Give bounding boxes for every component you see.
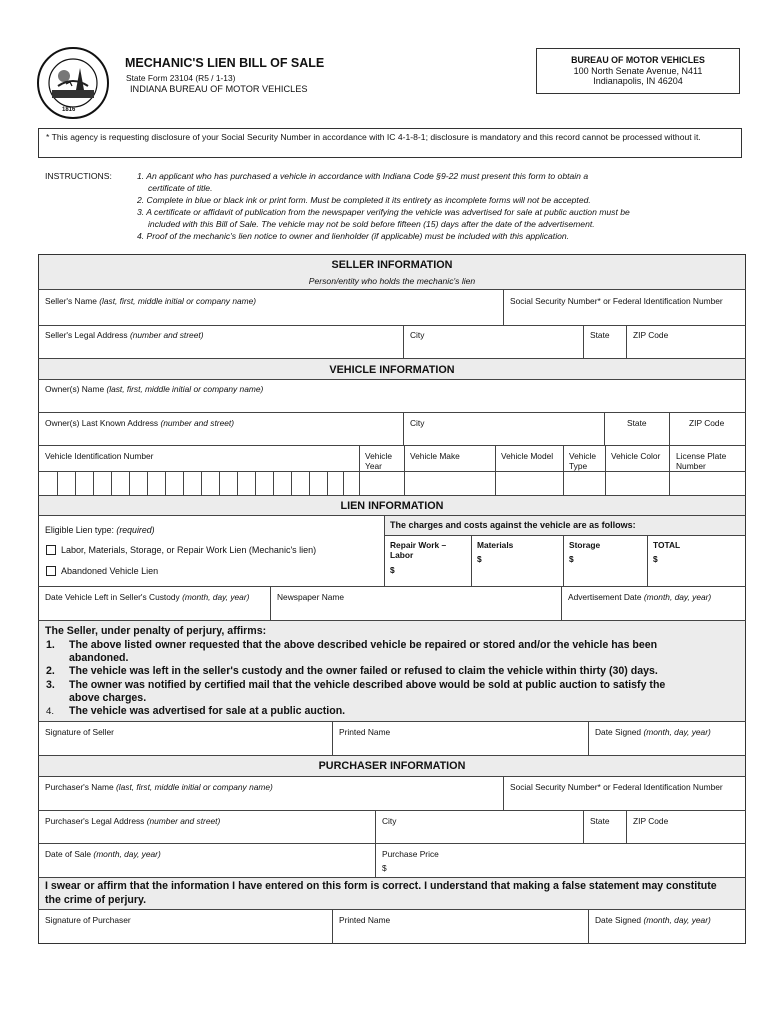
storage-currency: $ [569, 554, 574, 564]
affirmation-num-4: 4. [46, 706, 55, 717]
seller-address-hint: (number and street) [129, 330, 204, 340]
owner-name-field[interactable] [39, 380, 745, 412]
bureau-city: Indianapolis, IN 46204 [593, 76, 683, 86]
seal-year: 1816 [62, 107, 76, 113]
affirmation-item-2: The vehicle was left in the seller's custody and the owner failed or refused to claim the vehicle within thirty (30) days. [69, 665, 658, 677]
seller-subheading: Person/entity who holds the mechanic's lien [308, 276, 476, 286]
vehicle-model-label: Vehicle Model [501, 451, 554, 461]
vehicle-color-label: Vehicle Color [611, 451, 661, 461]
purchaser-city-field[interactable] [376, 811, 583, 843]
seller-date-signed-label: Date Signed [595, 727, 644, 737]
seller-name-hint: (last, first, middle initial or company name) [99, 296, 257, 306]
agency-name: INDIANA BUREAU OF MOTOR VEHICLES [130, 84, 308, 94]
purchaser-name-hint: (last, first, middle initial or company name) [115, 782, 273, 792]
purchaser-printed-name-field[interactable] [333, 910, 588, 944]
instructions-label: INSTRUCTIONS: [45, 171, 112, 181]
instruction-2: 2. Complete in blue or black ink or print form. Must be completed it its entirety as incomplete forms will not be accepted. [137, 195, 591, 205]
owner-address-label: Owner(s) Last Known Address [45, 418, 161, 428]
seller-ssn-label: Social Security Number* or Federal Identification Number [510, 296, 723, 306]
purchaser-name-label: Purchaser's Name [45, 782, 116, 792]
purchaser-address-field[interactable] [39, 811, 375, 843]
vehicle-heading: VEHICLE INFORMATION [329, 364, 455, 376]
vehicle-year-label-2: Year [365, 461, 382, 471]
owner-state-label: State [627, 418, 647, 428]
abandoned-lien-option[interactable] [44, 564, 374, 580]
seller-city-field[interactable] [404, 326, 583, 358]
storage-field[interactable] [564, 536, 647, 586]
purchaser-date-signed-hint: (month, day, year) [643, 915, 711, 925]
purchaser-zip-label: ZIP Code [633, 816, 669, 826]
bureau-name: BUREAU OF MOTOR VEHICLES [571, 55, 705, 65]
affirmation-item-4: The vehicle was advertised for sale at a public auction. [69, 705, 346, 717]
charges-heading: The charges and costs against the vehicle are as follows: [390, 520, 636, 530]
advertisement-date-hint: (month, day, year) [643, 592, 712, 602]
lien-heading: LIEN INFORMATION [340, 500, 444, 512]
instruction-1: 1. An applicant who has purchased a vehicle in accordance with Indiana Code §9-22 must present this form to obtain a [137, 171, 589, 181]
newspaper-name-field[interactable] [271, 587, 561, 620]
purchase-price-label: Purchase Price [382, 849, 439, 859]
license-plate-field[interactable] [670, 446, 745, 495]
affirmation-num-3: 3. [46, 679, 55, 691]
perjury-oath: I swear or affirm that the information I have entered on this form is correct. I understand that making a false statement may constitute the crime of perjury. [45, 880, 717, 906]
purchaser-signature-field[interactable] [39, 910, 332, 944]
instruction-3-cont: included with this Bill of Sale. The vehicle may not be sold before fifteen (15) days after the date of the advertisement. [148, 219, 595, 229]
materials-label: Materials [477, 540, 514, 550]
seller-ssn-field[interactable] [504, 290, 745, 325]
affirmation-item-3: The owner was notified by certified mail that the vehicle described above would be sold at public auction to satisfy the [69, 679, 666, 691]
affirmation-intro: The Seller, under penalty of perjury, affirms: [45, 625, 267, 637]
affirmation-item-1: The above listed owner requested that the above described vehicle be repaired or stored and/or the vehicle has been [69, 639, 658, 651]
repair-labor-currency: $ [390, 565, 395, 575]
sale-date-field[interactable] [39, 844, 375, 877]
mechanics-lien-label: Labor, Materials, Storage, or Repair Work Lien (Mechanic's lien) [61, 545, 317, 555]
mechanics-lien-option[interactable] [44, 543, 374, 559]
purchaser-zip-field[interactable] [627, 811, 745, 843]
seller-zip-label: ZIP Code [633, 330, 669, 340]
owner-address-field[interactable] [39, 413, 403, 445]
bureau-address: 100 North Senate Avenue, N411 [573, 66, 703, 76]
purchaser-date-signed-label: Date Signed [595, 915, 644, 925]
abandoned-lien-checkbox[interactable] [46, 566, 56, 576]
owner-zip-label: ZIP Code [689, 418, 725, 428]
storage-label: Storage [569, 540, 601, 550]
owner-zip-field[interactable] [670, 413, 745, 445]
newspaper-name-label: Newspaper Name [277, 592, 345, 602]
date-left-label: Date Vehicle Left in Seller's Custody [45, 592, 183, 602]
owner-name-label: Owner(s) Name [45, 384, 107, 394]
license-plate-label-1: License Plate [676, 451, 727, 461]
abandoned-lien-label: Abandoned Vehicle Lien [61, 566, 159, 576]
license-plate-label-2: Number [676, 461, 706, 471]
seller-date-signed-hint: (month, day, year) [643, 727, 711, 737]
owner-city-label: City [410, 418, 425, 428]
instruction-3: 3. A certificate or affidavit of publication from the newspaper verifying the vehicle was advertised for sale at public auction must be [137, 207, 630, 217]
purchaser-signature-label: Signature of Purchaser [45, 915, 131, 925]
seller-state-label: State [590, 330, 610, 340]
affirmation-num-2: 2. [46, 665, 55, 677]
advertisement-date-label: Advertisement Date [568, 592, 644, 602]
seller-state-field[interactable] [584, 326, 626, 358]
total-field[interactable] [648, 536, 745, 586]
materials-field[interactable] [472, 536, 563, 586]
eligible-lien-label: Eligible Lien type: [45, 525, 117, 535]
purchaser-ssn-label: Social Security Number* or Federal Identification Number [510, 782, 723, 792]
mechanics-lien-checkbox[interactable] [46, 545, 56, 555]
seller-printed-name-field[interactable] [333, 722, 588, 755]
ssn-disclosure-text: * This agency is requesting disclosure of your Social Security Number in accordance with IC 4-1-8-1; disclosure is mandatory and this record cannot be processed without it. [46, 132, 701, 142]
affirmation-num-1: 1. [46, 639, 55, 651]
sale-date-hint: (month, day, year) [93, 849, 161, 859]
materials-currency: $ [477, 554, 482, 564]
vehicle-type-field[interactable] [564, 446, 605, 495]
purchaser-name-field[interactable] [39, 777, 503, 810]
vehicle-year-label-1: Vehicle [365, 451, 393, 461]
sale-date-label: Date of Sale [45, 849, 94, 859]
purchaser-city-label: City [382, 816, 397, 826]
purchaser-date-signed-field[interactable] [589, 910, 745, 944]
purchaser-address-hint: (number and street) [146, 816, 221, 826]
seller-signature-label: Signature of Seller [45, 727, 114, 737]
affirmation-item-1-cont: abandoned. [69, 652, 129, 664]
seller-name-label: Seller's Name [45, 296, 100, 306]
seller-city-label: City [410, 330, 425, 340]
form-title: MECHANIC'S LIEN BILL OF SALE [125, 56, 325, 70]
vehicle-model-field[interactable] [496, 446, 563, 495]
owner-address-hint: (number and street) [160, 418, 235, 428]
repair-labor-field[interactable] [385, 536, 471, 586]
total-currency: $ [653, 554, 658, 564]
purchaser-address-label: Purchaser's Legal Address [45, 816, 147, 826]
repair-labor-label-2: Labor [390, 550, 414, 560]
affirmation-item-3-cont: above charges. [69, 692, 147, 704]
purchase-price-currency: $ [382, 863, 387, 873]
total-label: TOTAL [653, 540, 681, 550]
vehicle-type-label-2: Type [569, 461, 588, 471]
seller-name-field[interactable] [39, 290, 503, 325]
purchaser-ssn-field[interactable] [504, 777, 745, 810]
seller-address-field[interactable] [39, 326, 403, 358]
owner-state-field[interactable] [605, 413, 669, 445]
eligible-lien-hint: (required) [116, 525, 155, 535]
purchaser-heading: PURCHASER INFORMATION [318, 760, 466, 772]
vehicle-color-field[interactable] [606, 446, 669, 495]
bureau-box [536, 48, 740, 94]
repair-labor-label-1: Repair Work – [390, 540, 447, 550]
seller-heading: SELLER INFORMATION [331, 259, 453, 271]
form-number: State Form 23104 (R5 / 1-13) [126, 73, 236, 83]
vin-boxes[interactable] [39, 472, 359, 495]
vehicle-year-field[interactable] [360, 446, 404, 495]
vehicle-type-label-1: Vehicle [569, 451, 597, 461]
seller-signature-field[interactable] [39, 722, 332, 755]
purchaser-state-label: State [590, 816, 610, 826]
instruction-1-cont: certificate of title. [148, 183, 213, 193]
seller-zip-field[interactable] [627, 326, 745, 358]
advertisement-date-field[interactable] [562, 587, 745, 620]
purchase-price-field[interactable] [376, 844, 745, 877]
purchaser-printed-name-label: Printed Name [339, 915, 391, 925]
purchaser-state-field[interactable] [584, 811, 626, 843]
seller-printed-name-label: Printed Name [339, 727, 391, 737]
date-left-hint: (month, day, year) [182, 592, 250, 602]
date-left-field[interactable] [39, 587, 270, 620]
state-seal [36, 46, 110, 120]
seller-date-signed-field[interactable] [589, 722, 745, 755]
vehicle-make-field[interactable] [405, 446, 495, 495]
vin-label: Vehicle Identification Number [45, 451, 154, 461]
seller-address-label: Seller's Legal Address [45, 330, 130, 340]
owner-name-hint: (last, first, middle initial or company name) [106, 384, 264, 394]
instruction-4: 4. Proof of the mechanic's lien notice to owner and lienholder (if applicable) must be included with this application. [137, 231, 570, 241]
vehicle-make-label: Vehicle Make [410, 451, 460, 461]
owner-city-field[interactable] [404, 413, 604, 445]
ssn-disclosure [38, 128, 742, 158]
